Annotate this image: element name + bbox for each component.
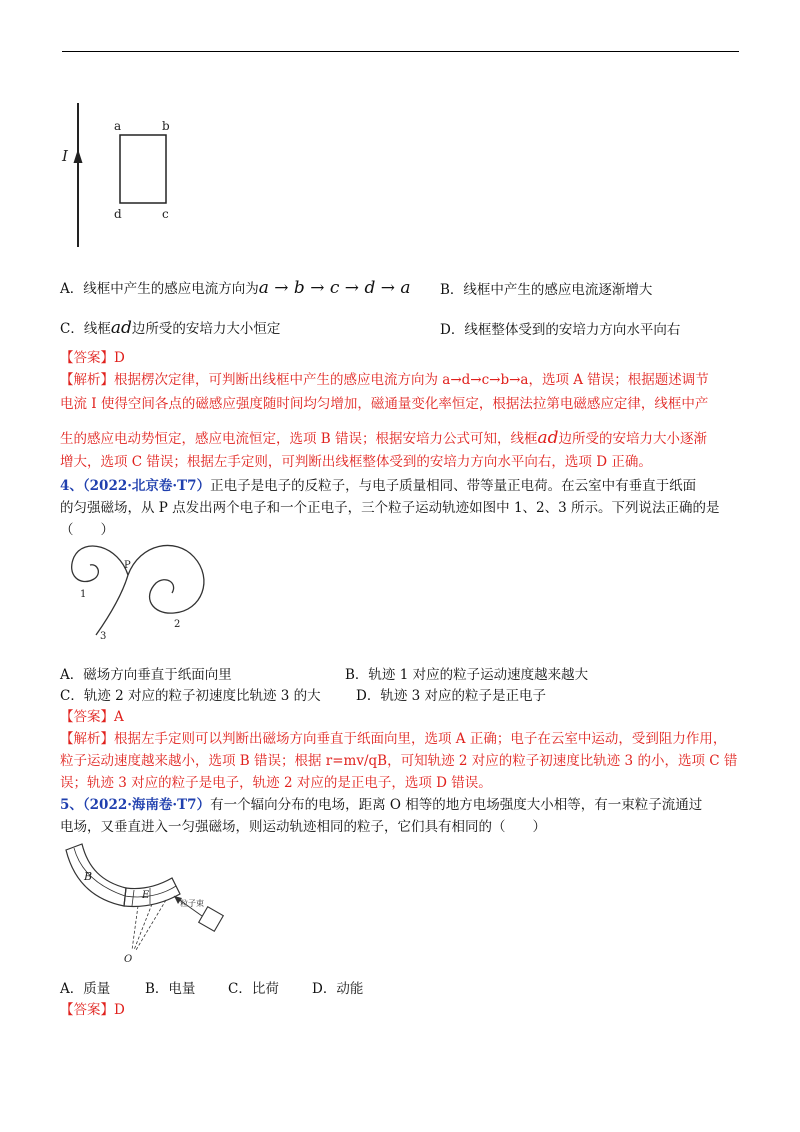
- q4-answer: 【答案】A: [60, 709, 124, 725]
- q3-explanation-line3: 生的感应电动势恒定，感应电流恒定，选项 B 错误；根据安培力公式可知，线框ad边所受的安培力大小逐渐: [60, 428, 708, 448]
- field-label-e: E: [142, 890, 150, 901]
- wire-loop: [120, 135, 166, 203]
- particle-source: [199, 907, 224, 932]
- corner-label-c: c: [162, 207, 169, 221]
- current-label: I: [62, 147, 68, 165]
- q5-number: 5、: [60, 797, 83, 813]
- q4-explanation-line2: 粒子运动速度越来越小，选项 B 错误；根据 r=mv/qB，可知轨迹 2 对应的粒子初速度比轨迹 3 的小，选项 C 错: [60, 753, 738, 769]
- q5-stem-line2: 电场，又垂直进入一匀强磁场，则运动轨迹相同的粒子，它们具有相同的（ ）: [60, 819, 546, 835]
- q3-answer: 【答案】D: [60, 350, 125, 366]
- corner-label-a: a: [114, 119, 122, 133]
- q4-stem-line3: （ ）: [60, 522, 114, 538]
- track-label-2: 2: [174, 619, 181, 630]
- point-label-p: P: [124, 560, 131, 571]
- wire-loop-figure: [60, 95, 190, 255]
- current-arrow-icon: [74, 149, 83, 163]
- beam-label: 粒子束: [180, 899, 204, 908]
- q3-option-d[interactable]: D．线框整体受到的安培力方向水平向右: [440, 322, 681, 338]
- corner-label-d: d: [114, 207, 122, 221]
- q4-number: 4、: [60, 478, 83, 494]
- track-label-3: 3: [100, 631, 107, 642]
- q3-explanation-line4: 增大，选项 C 错误；根据左手定则，可判断出线框整体受到的安培力方向水平向右，选项 D 正确。: [60, 454, 652, 470]
- radial-field-figure: [62, 838, 232, 966]
- field-label-b: B: [84, 870, 93, 883]
- track-1: [72, 546, 128, 582]
- track-label-1: 1: [80, 589, 87, 600]
- q3-explanation-line1: 【解析】根据楞次定律，可判断出线框中产生的感应电流方向为 a→d→c→b→a，选项 A 错误；根据题述调节: [60, 372, 709, 388]
- q5-stem-line1: 5、（2022·海南卷·T7）有一个辐向分布的电场，距离 O 相等的地方电场强度大小相等，有一束粒子流通过: [60, 797, 703, 813]
- track-3: [96, 575, 128, 635]
- q4-option-c[interactable]: C．轨迹 2 对应的粒子初速度比轨迹 3 的大: [60, 688, 321, 704]
- q4-option-b[interactable]: B．轨迹 1 对应的粒子运动速度越来越大: [345, 667, 589, 683]
- corner-label-b: b: [162, 119, 170, 133]
- header-rule: [62, 51, 739, 52]
- q4-stem-line1: 4、（2022·北京卷·T7）正电子是电子的反粒子，与电子质量相同、带等量正电荷。在云室中有垂直于纸面: [60, 478, 697, 494]
- center-label-o: O: [124, 954, 133, 965]
- q5-option-c[interactable]: C．比荷: [228, 981, 279, 997]
- q4-source: （2022·北京卷·T7）: [82, 478, 211, 494]
- q5-option-d[interactable]: D．动能: [312, 981, 364, 997]
- q5-source: （2022·海南卷·T7）: [82, 797, 211, 813]
- q3-explanation-line2: 电流 I 使得空间各点的磁感应强度随时间均匀增加，磁通量变化率恒定，根据法拉第电磁感应定律，线框中产: [60, 396, 709, 412]
- q4-explanation-line3: 误；轨迹 3 对应的粒子是电子，轨迹 2 对应的是正电子，选项 D 错误。: [60, 775, 492, 791]
- q5-option-b[interactable]: B．电量: [145, 981, 196, 997]
- q3-option-a[interactable]: A．线框中产生的感应电流方向为a → b → c → d → a: [60, 278, 411, 298]
- q3-option-c[interactable]: C．线框ad边所受的安培力大小恒定: [60, 318, 281, 338]
- track-2: [128, 545, 204, 613]
- particle-tracks-figure: [66, 535, 226, 645]
- q5-answer: 【答案】D: [60, 1002, 125, 1018]
- q4-explanation-line1: 【解析】根据左手定则可以判断出磁场方向垂直于纸面向里，选项 A 正确；电子在云室中运动，受到阻力作用，: [60, 731, 727, 747]
- magnetic-region: [66, 844, 126, 906]
- q4-stem-line2: 的匀强磁场，从 P 点发出两个电子和一个正电子，三个粒子运动轨迹如图中 1、2、3 所示。下列说法正确的是: [60, 500, 720, 516]
- q4-option-a[interactable]: A．磁场方向垂直于纸面向里: [60, 667, 232, 683]
- q4-option-d[interactable]: D．轨迹 3 对应的粒子是正电子: [356, 688, 546, 704]
- q3-option-b[interactable]: B．线框中产生的感应电流逐渐增大: [440, 282, 653, 298]
- q5-option-a[interactable]: A．质量: [60, 981, 111, 997]
